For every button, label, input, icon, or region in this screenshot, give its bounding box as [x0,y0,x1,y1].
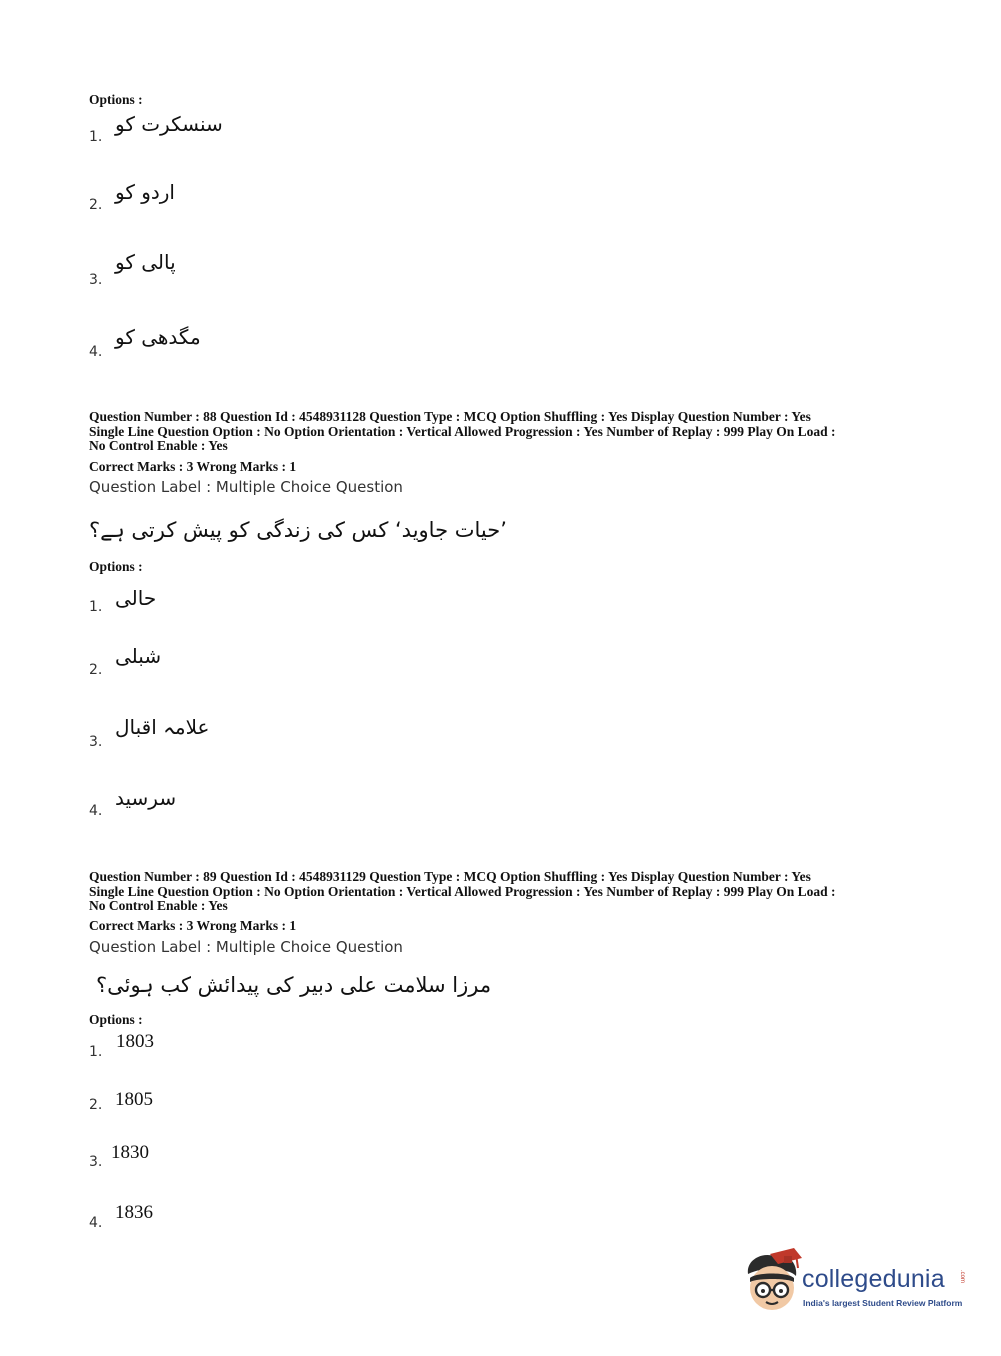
option-text: مگدھی کو [115,325,201,349]
option-number: 4. [89,803,103,819]
brand-suffix: .com [959,1270,965,1284]
option-1[interactable] [89,112,309,145]
option-4[interactable] [89,786,309,820]
option-number: 3. [89,734,103,750]
question-89-marks: Correct Marks : 3 Wrong Marks : 1 [89,918,297,933]
option-text: حالی [115,586,157,610]
option-number: 2. [89,1097,103,1113]
option-text: علامہ اقبال [115,715,210,739]
option-number: 2. [89,662,103,678]
option-4[interactable] [89,325,309,359]
option-number: 3. [89,272,103,288]
option-text: پالی کو [115,250,176,274]
option-text: سنسکرت کو [115,112,223,136]
option-1[interactable] [89,586,309,616]
question-88-marks: Correct Marks : 3 Wrong Marks : 1 [89,459,297,474]
question-88-label: Question Label : Multiple Choice Question [89,478,403,496]
option-number: 1. [89,129,103,145]
option-text: 1836 [115,1202,153,1223]
question-88-meta [89,410,919,454]
meta-line: Question Number : 89 Question Id : 4548931129 Question Type : MCQ Option Shuffling : Yes Display Question Number : Yes [89,869,811,884]
option-number: 3. [89,1154,103,1170]
brand-tagline: India's largest Student Review Platform [803,1298,963,1308]
option-1[interactable] [89,1031,309,1061]
meta-line: Single Line Question Option : No Option Orientation : Vertical Allowed Progression : Yes Number of Replay : 999 Play On Load : [89,883,836,899]
option-text: اردو کو [115,180,175,204]
question-89-label: Question Label : Multiple Choice Question [89,938,403,956]
collegedunia-logo[interactable] [740,1248,970,1318]
mascot-icon [740,1248,804,1314]
options-heading: Options : [89,92,143,107]
option-number: 4. [89,344,103,360]
option-2[interactable] [89,1089,309,1119]
meta-line: Single Line Question Option : No Option Orientation : Vertical Allowed Progression : Yes Number of Replay : 999 Play On Load : [89,423,836,439]
option-2[interactable] [89,644,309,680]
option-2[interactable] [89,180,309,213]
options-heading: Options : [89,559,143,574]
meta-line: No Control Enable : Yes [89,898,228,913]
option-text: 1830 [111,1142,149,1163]
question-88-text: ’حیات جاوید‘ کس کی زندگی کو پیش کرتی ہے؟ [89,518,507,542]
option-text: 1803 [116,1031,154,1052]
meta-line: No Control Enable : Yes [89,438,228,453]
option-text: سرسید [115,786,177,810]
option-number: 1. [89,599,103,615]
question-89-meta [89,870,919,914]
option-number: 2. [89,197,103,213]
option-3[interactable] [89,1142,309,1172]
question-89-text: مرزا سلامت علی دبیر کی پیدائش کب ہوئی؟ [96,973,492,997]
option-number: 4. [89,1215,103,1231]
meta-line: Question Number : 88 Question Id : 4548931128 Question Type : MCQ Option Shuffling : Yes Display Question Number : Yes [89,409,811,424]
options-heading: Options : [89,1012,143,1027]
option-3[interactable] [89,715,309,751]
option-text: 1805 [115,1089,153,1110]
option-text: شبلی [115,644,162,668]
option-4[interactable] [89,1202,309,1232]
brand-name: collegedunia [802,1265,945,1293]
option-number: 1. [89,1044,103,1060]
option-3[interactable] [89,250,309,286]
